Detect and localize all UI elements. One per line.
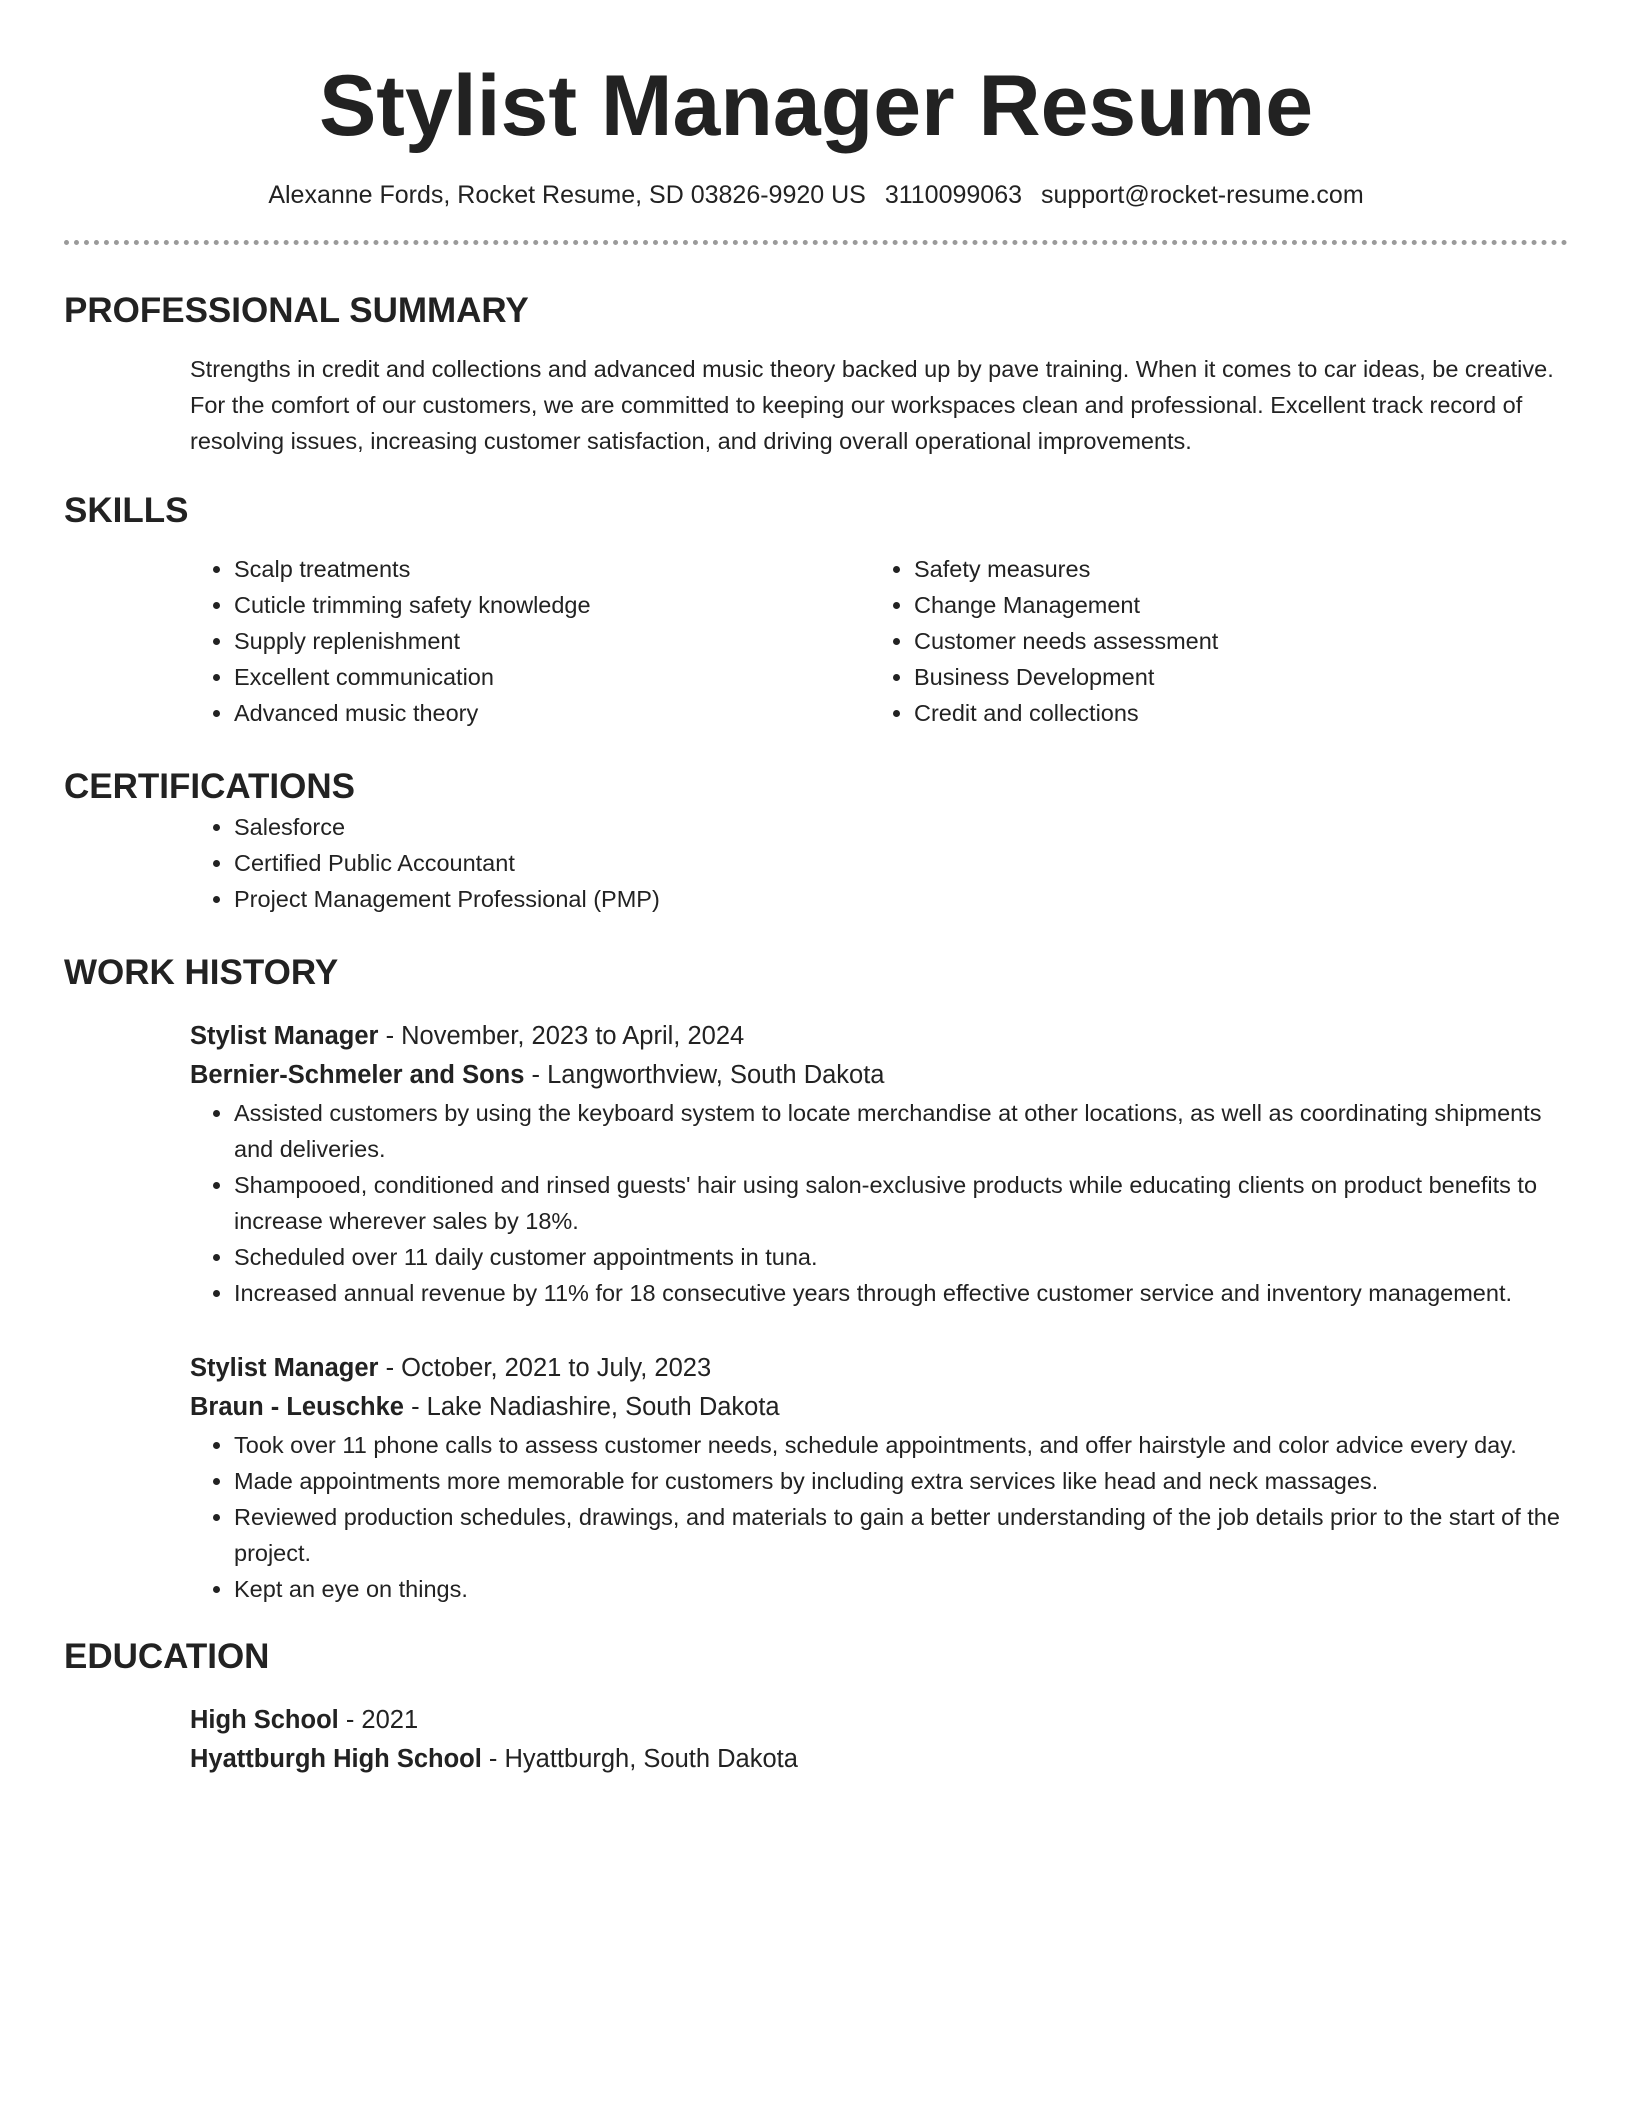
certification-item: • Salesforce	[234, 809, 1568, 845]
skill-item: • Business Development	[914, 659, 1550, 695]
header-divider	[64, 240, 1568, 245]
skill-item: • Change Management	[914, 587, 1550, 623]
job-title-line	[190, 1349, 1568, 1388]
job-entry	[190, 1349, 1568, 1607]
skills-column-right	[870, 551, 1550, 731]
job-title-line	[190, 1017, 1568, 1056]
job-bullet: • Reviewed production schedules, drawings, and materials to gain a better understanding of the job details prior to the start of the project.	[234, 1499, 1568, 1571]
education-entry	[190, 1701, 1568, 1779]
skill-item: • Supply replenishment	[234, 623, 870, 659]
job-location: - Lake Nadiashire, South Dakota	[403, 1393, 780, 1421]
skill-item: • Safety measures	[914, 551, 1550, 587]
contact-phone: 3110099063	[884, 181, 1022, 209]
contact-line	[64, 178, 1568, 212]
resume-title: Stylist Manager Resume	[318, 58, 1314, 154]
skill-item: • Excellent communication	[234, 659, 870, 695]
job-bullet: • Assisted customers by using the keyboard system to locate merchandise at other locations, as well as coordinating shipments and deliveries.	[234, 1095, 1568, 1167]
education-degree: High School	[190, 1706, 339, 1734]
job-bullet: • Shampooed, conditioned and rinsed guests' hair using salon-exclusive products while educating clients on product benefits to increase wherever sales by 18%.	[234, 1167, 1568, 1239]
skills-grid	[190, 551, 1568, 731]
education-school: Hyattburgh High School	[190, 1745, 482, 1773]
job-bullet: • Scheduled over 11 daily customer appointments in tuna.	[234, 1239, 1568, 1275]
skill-item: • Cuticle trimming safety knowledge	[234, 587, 870, 623]
certification-item: • Project Management Professional (PMP)	[234, 881, 1568, 917]
contact-address: Alexanne Fords, Rocket Resume, SD 03826-9920 US	[268, 181, 866, 209]
job-dates: - November, 2023 to April, 2024	[378, 1022, 745, 1050]
job-title: Stylist Manager	[190, 1022, 379, 1050]
skill-item: • Customer needs assessment	[914, 623, 1550, 659]
job-bullet: • Kept an eye on things.	[234, 1571, 1568, 1607]
certifications-section	[64, 809, 1568, 917]
work-history-heading: WORK HISTORY	[64, 953, 339, 992]
job-company-line	[190, 1056, 1568, 1095]
education-location: - Hyattburgh, South Dakota	[481, 1745, 798, 1773]
job-location: - Langworthview, South Dakota	[524, 1061, 885, 1089]
certifications-heading: CERTIFICATIONS	[64, 767, 356, 806]
education-heading: EDUCATION	[64, 1637, 270, 1676]
job-bullet: • Took over 11 phone calls to assess customer needs, schedule appointments, and offer hairstyle and color advice every day.	[234, 1427, 1568, 1463]
certification-item: • Certified Public Accountant	[234, 845, 1568, 881]
education-year: - 2021	[338, 1706, 419, 1734]
job-company: Braun - Leuschke	[190, 1393, 404, 1421]
contact-email: support@rocket-resume.com	[1040, 181, 1364, 209]
job-company: Bernier-Schmeler and Sons	[190, 1061, 525, 1089]
summary-section	[64, 351, 1568, 459]
work-history-section	[64, 1017, 1568, 1607]
job-bullet: • Made appointments more memorable for customers by including extra services like head and neck massages.	[234, 1463, 1568, 1499]
skills-heading: SKILLS	[64, 491, 189, 530]
job-bullet: • Increased annual revenue by 11% for 18 consecutive years through effective customer service and inventory management.	[234, 1275, 1568, 1311]
job-title: Stylist Manager	[190, 1354, 379, 1382]
job-company-line	[190, 1388, 1568, 1427]
education-degree-line	[190, 1701, 1568, 1740]
education-section	[64, 1701, 1568, 1779]
summary-text: Strengths in credit and collections and advanced music theory backed up by pave training. When it comes to car ideas, be creative. For the comfort of our customers, we are committed to keeping our workspaces clean and professional. Excellent track record of resolving issues, increasing customer satisfaction, and driving overall operational improvements.	[190, 356, 1554, 454]
skill-item: • Advanced music theory	[234, 695, 870, 731]
skills-section	[64, 551, 1568, 731]
summary-heading: PROFESSIONAL SUMMARY	[64, 291, 529, 330]
skill-item: • Scalp treatments	[234, 551, 870, 587]
job-entry	[190, 1017, 1568, 1311]
skill-item: • Credit and collections	[914, 695, 1550, 731]
job-dates: - October, 2021 to July, 2023	[378, 1354, 712, 1382]
education-school-line	[190, 1740, 1568, 1779]
skills-column-left	[190, 551, 870, 731]
